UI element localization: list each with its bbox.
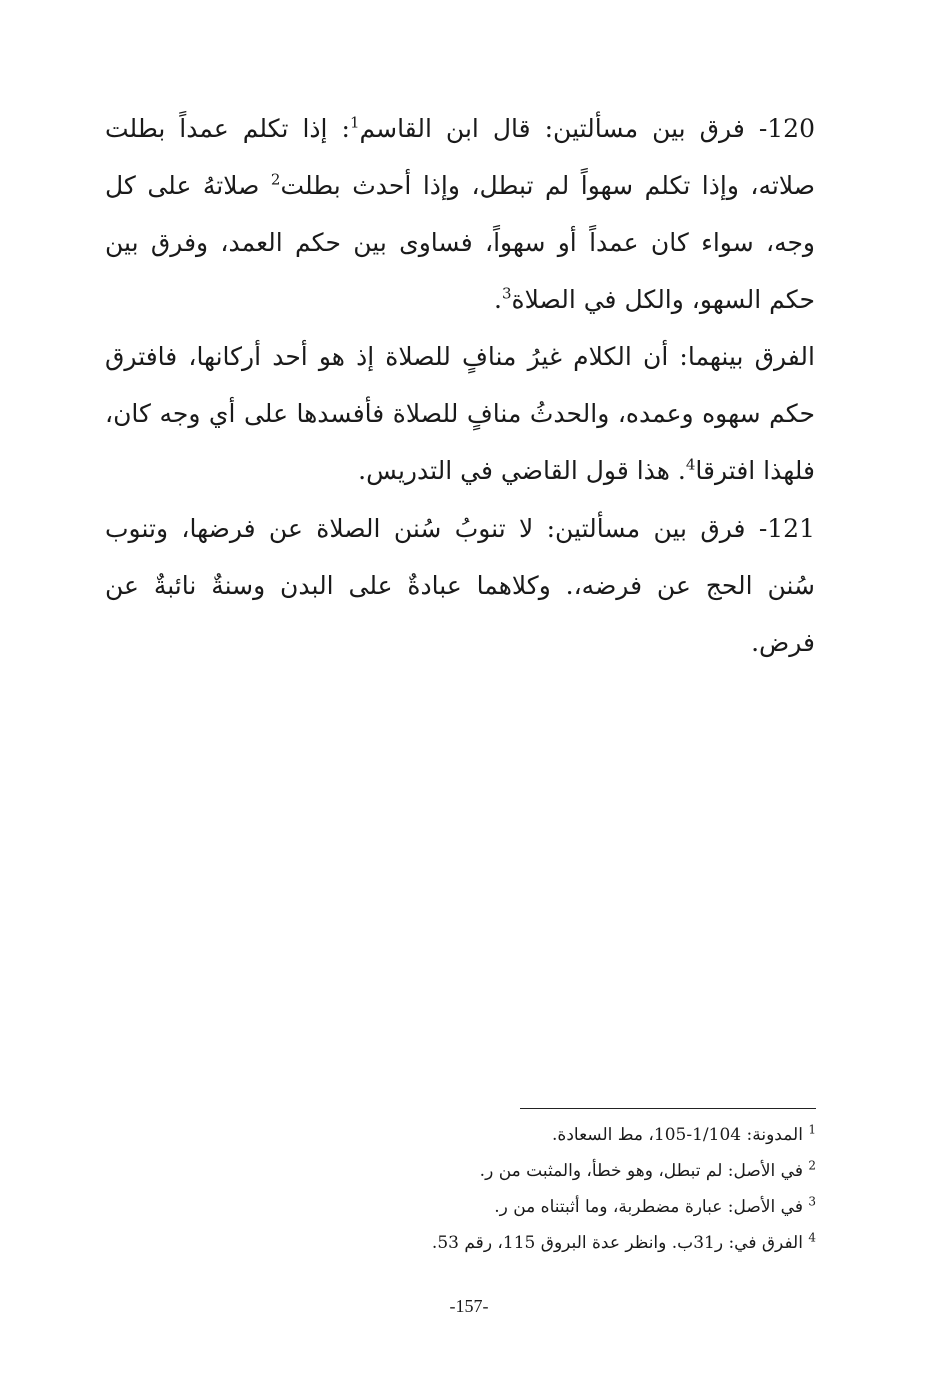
- footnote-ref-2[interactable]: 2: [270, 170, 281, 189]
- paragraph-text: 120- فرق بين مسألتين: قال ابن القاسم: [359, 114, 815, 143]
- paragraph-difference: [105, 328, 815, 499]
- footnote-text: الفرق في: ر31ب. وانظر عدة البروق 115، رقم 53.: [431, 1233, 803, 1253]
- footnote-item: [380, 1117, 816, 1153]
- paragraph-text: الفرق بينهما: أن الكلام غيرُ منافٍ للصلاة إذ هو أحد أركانها، فافترق حكم سهوه وعمده، والحدثُ منافٍ للصلاة فأفسدها على أي وجه كان، فلهذا افترقا: [105, 342, 815, 485]
- footnote-divider: [520, 1108, 816, 1109]
- footnote-number: 3: [808, 1194, 816, 1209]
- footnote-item: [380, 1225, 816, 1261]
- footnote-ref-3[interactable]: 3: [501, 284, 512, 303]
- paragraph-text: : إذا تكلم عمداً بطلت صلاته، وإذا تكلم سهواً لم تبطل، وإذا أحدث بطلت: [105, 114, 815, 200]
- page-number: -157-: [449, 1296, 489, 1316]
- footnote-ref-1[interactable]: 1: [349, 113, 360, 132]
- footnotes: [380, 1117, 816, 1261]
- footnote-text: في الأصل: لم تبطل، وهو خطأ، والمثبت من ر.: [479, 1161, 803, 1181]
- footnote-number: 1: [808, 1122, 816, 1137]
- footnote-number: 4: [808, 1230, 816, 1245]
- paragraph-text: صلاتهُ على كل وجه، سواء كان عمداً أو سهواً، فساوى بين حكم العمد، وفرق بين حكم السهو، والكل في الصلاة: [105, 171, 815, 314]
- footnote-number: 2: [808, 1158, 816, 1173]
- footnote-text: في الأصل: عبارة مضطربة، وما أثبتناه من ر.: [494, 1197, 803, 1217]
- paragraph-text: 121- فرق بين مسألتين: لا تنوبُ سُنن الصلاة عن فرضها، وتنوب سُنن الحج عن فرضه،. وكلاهما عبادةٌ على البدن وسنةٌ نائبةٌ عن فرض.: [105, 514, 815, 657]
- paragraph-121: [105, 500, 815, 671]
- footnote-text: المدونة: 1/104-105، مط السعادة.: [552, 1125, 803, 1145]
- paragraph-120: [105, 100, 815, 328]
- footnote-item: [380, 1153, 816, 1189]
- paragraph-text: .: [494, 285, 502, 314]
- footnote-ref-4[interactable]: 4: [685, 455, 696, 474]
- footnote-item: [380, 1189, 816, 1225]
- paragraph-text: . هذا قول القاضي في التدريس.: [358, 456, 686, 485]
